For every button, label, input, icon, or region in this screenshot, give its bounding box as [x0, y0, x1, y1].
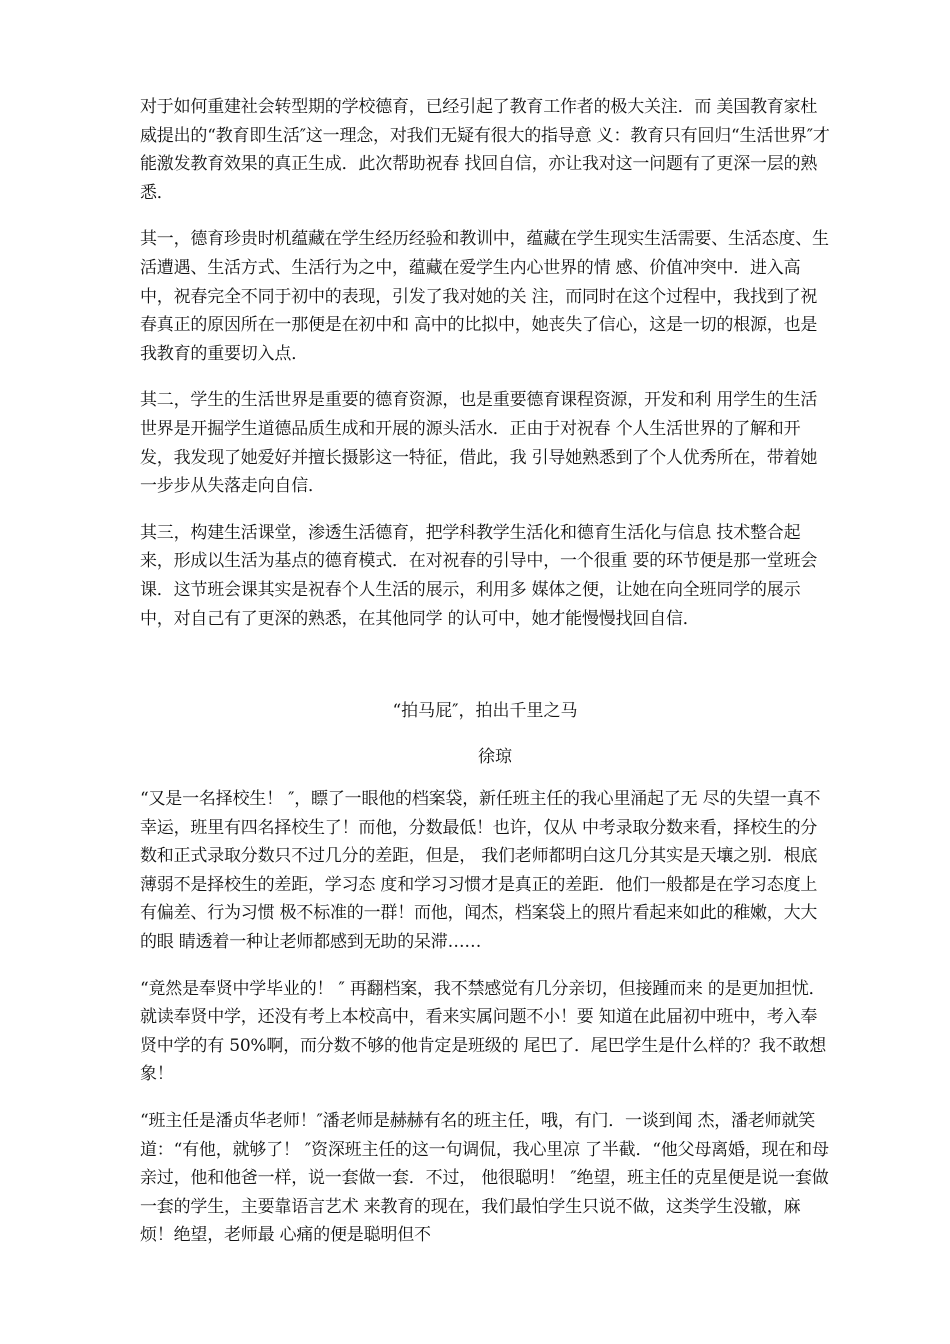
article-section	[140, 697, 830, 1250]
paragraph: 其二，学生的生活世界是重要的德育资源，也是重要德育课程资源，开发和利 用学生的生活世界是开掘学生道德品质生成和开展的源头活水．正由于对祝春 个人生活世界的了解和开发，我发现了她爱好并擅长摄影这一特征，借此，我 引导她熟悉到了个人优秀所在，带着她一步步从失落走向自信．	[140, 390, 818, 497]
paragraph: “又是一名择校生！ ″，瞟了一眼他的档案袋，新任班主任的我心里涌起了无 尽的失望一真不幸运，班里有四名择校生了！而他，分数最低！也许，仅从 中考录取分数来看，择校生的分数和正式录取分数只不过几分的差距，但是， 我们老师都明白这几分其实是天壤之别．根底薄弱不是择校生的差距，学习态 度和学习习惯才是真正的差距．他们一般都是在学习态度上有偏差、行为习惯 极不标准的一群！而他，闻杰，档案袋上的照片看起来如此的稚嫩，大大的眼 睛透着一种让老师都感到无助的呆滞……	[140, 789, 821, 953]
paragraph: 对于如何重建社会转型期的学校德育，已经引起了教育工作者的极大关注．而 美国教育家杜威提出的“教育即生活″这一理念，对我们无疑有很大的指导意 义：教育只有回归“生活世界″才能激发教育效果的真正生成．此次帮助祝春 找回自信，亦让我对这一问题有了更深一层的熟悉．	[140, 97, 830, 203]
reflection-section	[140, 93, 830, 633]
paragraph: 其三，构建生活课堂，渗透生活德育，把学科教学生活化和德育生活化与信息 技术整合起来，形成以生活为基点的德育模式．在对祝春的引导中，一个很重 要的环节便是那一堂班会课．这节班会课其实是祝春个人生活的展示，利用多 媒体之便，让她在向全班同学的展示中，对自己有了更深的熟悉，在其他同学 的认可中，她才能慢慢找回自信．	[140, 522, 818, 629]
document-page	[140, 93, 830, 1250]
article-author: 徐琼	[478, 747, 512, 768]
paragraph: 其一，德育珍贵时机蕴藏在学生经历经验和教训中，蕴藏在学生现实生活需要、生活态度、生活遭遇、生活方式、生活行为之中，蕴藏在爱学生内心世界的情 感、价值冲突中．进入高中，祝春完全不同于初中的表现，引发了我对她的关 注，而同时在这个过程中，我找到了祝春真正的原因所在一那便是在初中和 高中的比拟中，她丧失了信心，这是一切的根源，也是我教育的重要切入点．	[140, 229, 829, 364]
article-title: “拍马屁″，拍出千里之马	[392, 701, 578, 722]
paragraph: “竟然是奉贤中学毕业的！ ″ 再翻档案，我不禁感觉有几分亲切，但接踵而来 的是更加担忧．就读奉贤中学，还没有考上本校高中，看来实属问题不小！要 知道在此届初中班中，考入奉贤中学的有 50%啊，而分数不够的他肯定是班级的 尾巴了．尾巴学生是什么样的？我不敢想象！	[140, 978, 826, 1085]
paragraph: “班主任是潘贞华老师！″潘老师是赫赫有名的班主任，哦，有门．一谈到闻 杰，潘老师就笑道：“有他，就够了！ ″资深班主任的这一句调侃，我心里凉 了半截．“他父母离婚，现在和母亲过，他和他爸一样，说一套做一套．不过， 他很聪明！ ″绝望，班主任的克星便是说一套做一套的学生，主要靠语言艺术 来教育的现在，我们最怕学生只说不做，这类学生没辙，麻烦！绝望，老师最 心痛的便是聪明但不	[140, 1111, 829, 1246]
